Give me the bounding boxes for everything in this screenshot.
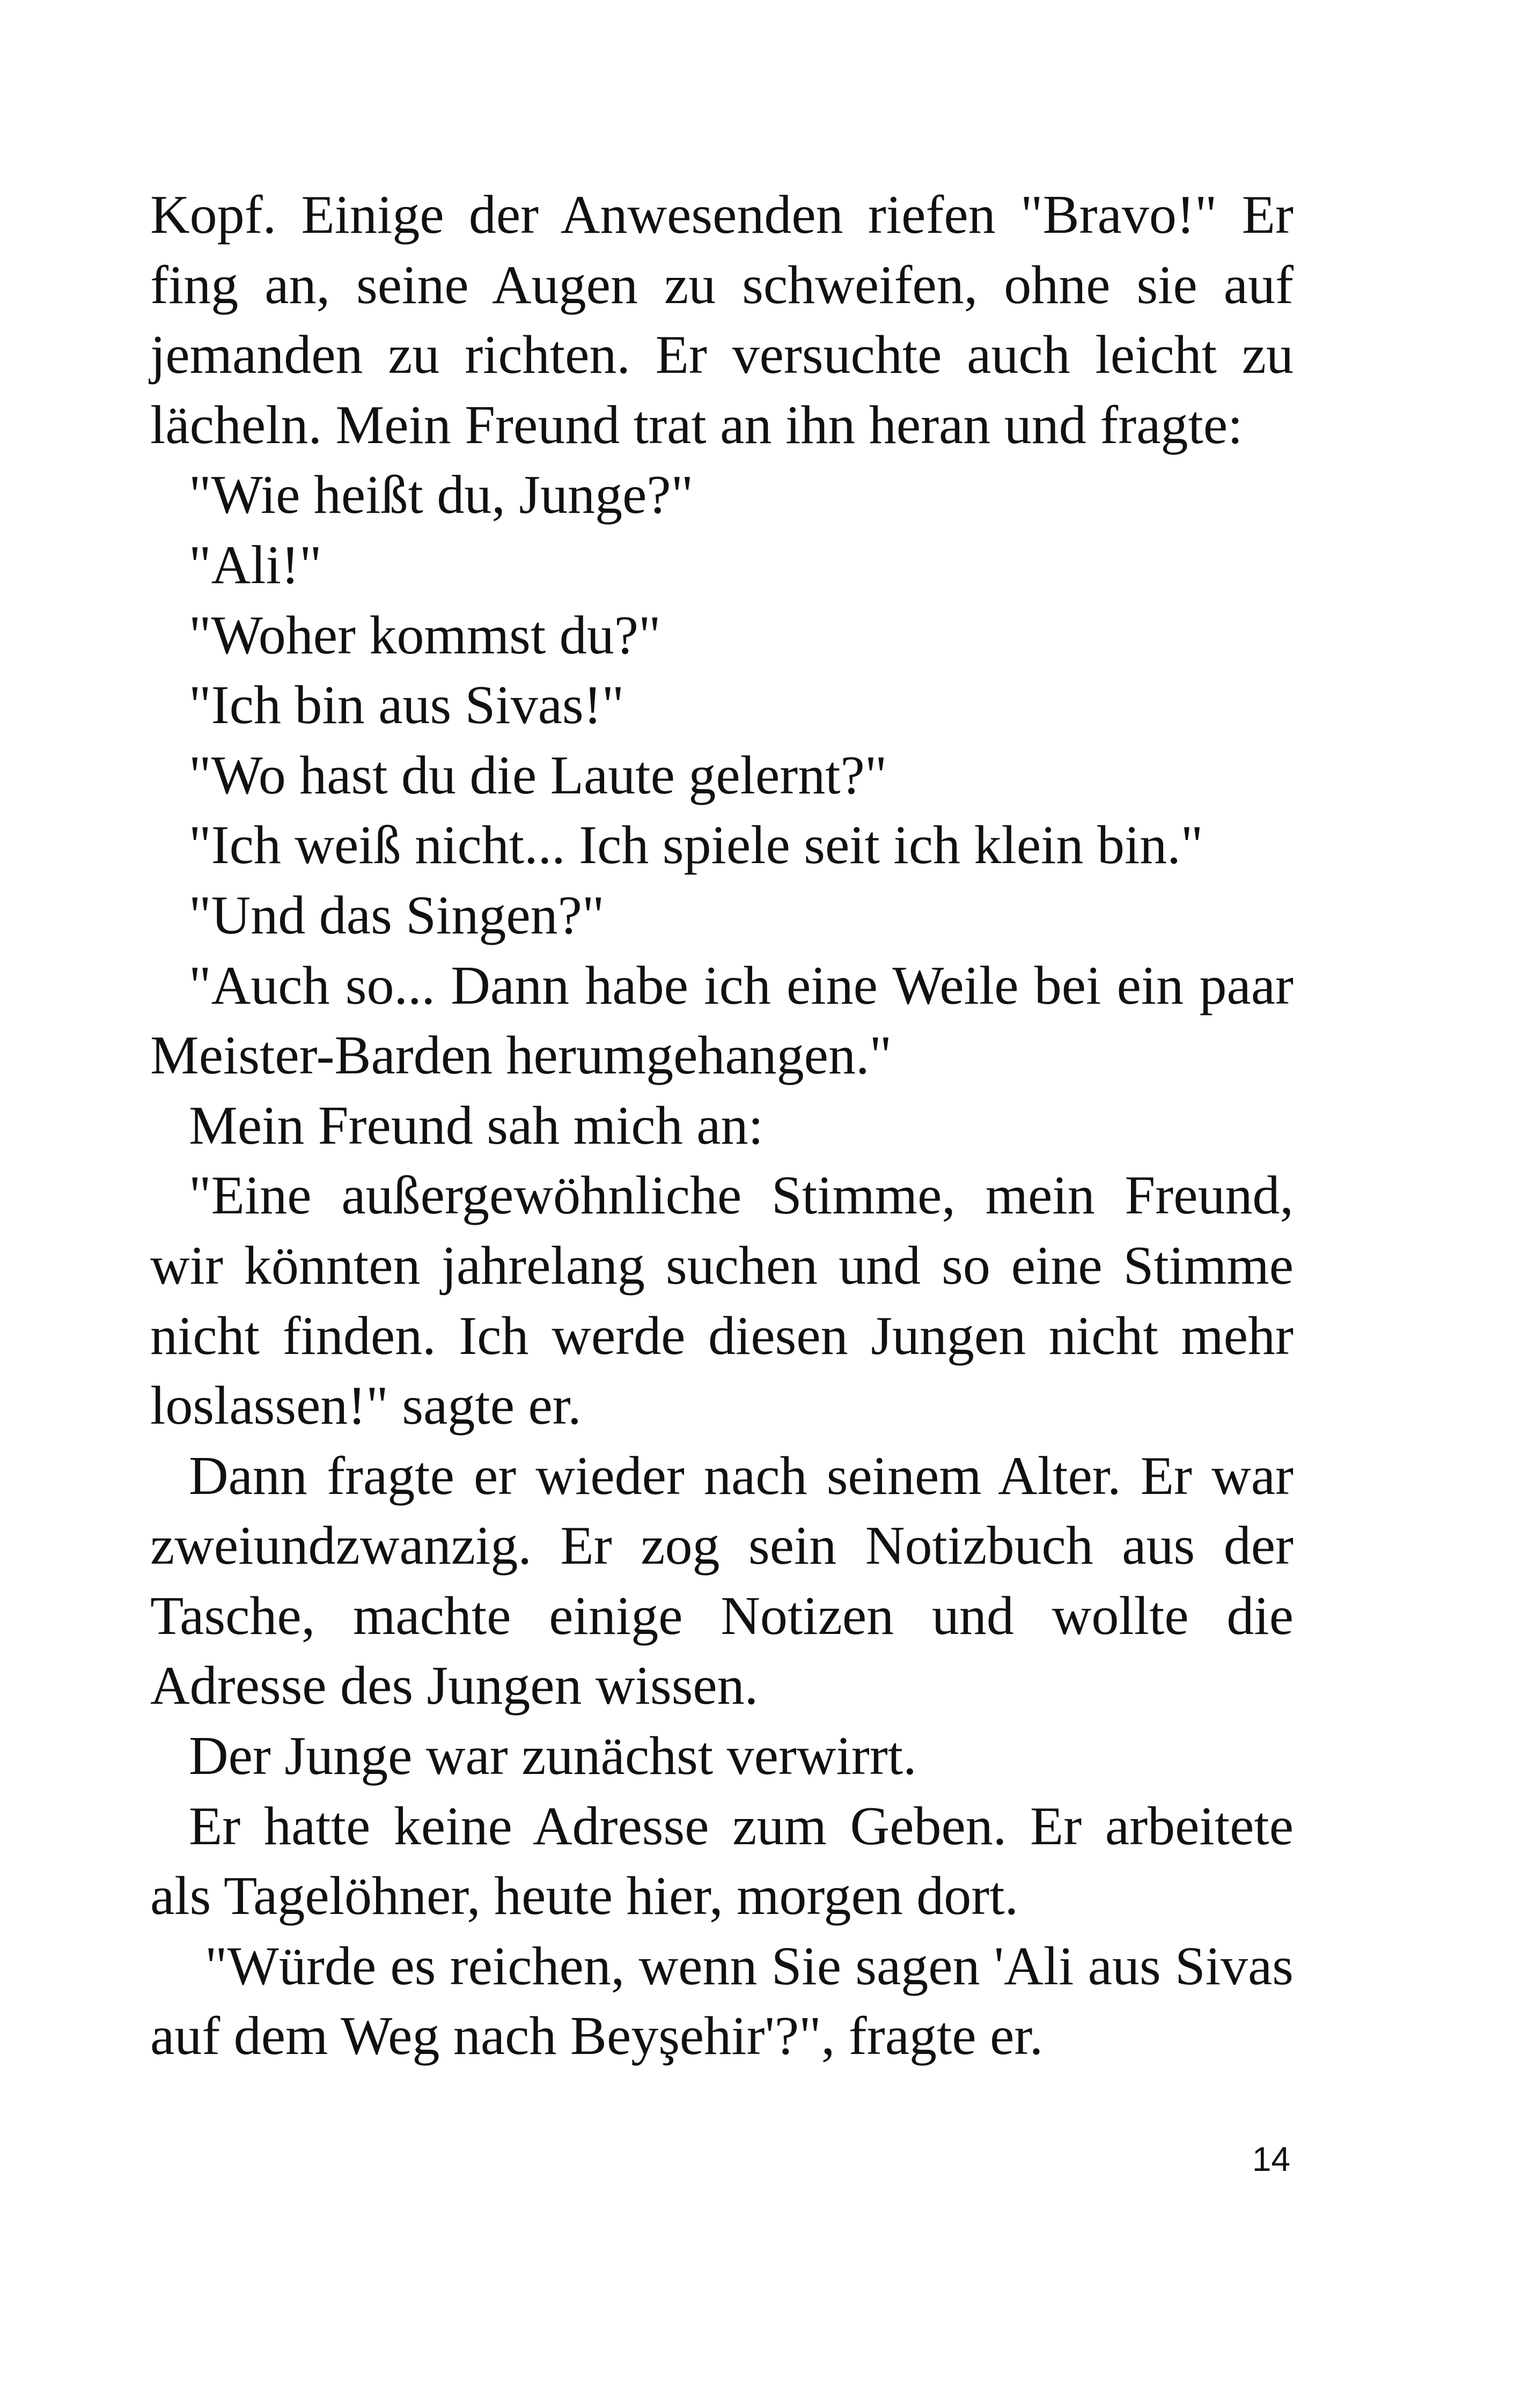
page-number: 14	[1252, 2140, 1290, 2178]
paragraph: "Und das Singen?"	[189, 885, 605, 946]
paragraph: "Ich weiß nicht... Ich spiele seit ich klein bin."	[189, 815, 1203, 876]
paragraph: "Würde es reichen, wenn Sie sagen 'Ali aus Sivas auf dem Weg nach Beyşehir'?", fragte er.	[150, 1935, 1294, 2067]
paragraph: Kopf. Einige der Anwesenden riefen "Bravo!" Er fing an, seine Augen zu schweifen, ohne sie auf jemanden zu richten. Er versuchte auch leicht zu lächeln. Mein Freund trat an ihn heran und fragte:	[150, 185, 1294, 455]
paragraph: "Ich bin aus Sivas!"	[189, 675, 624, 736]
paragraph: "Wie heißt du, Junge?"	[189, 465, 694, 526]
body-text	[150, 180, 1294, 2072]
paragraph: "Eine außergewöhnliche Stimme, mein Freund, wir könnten jahrelang suchen und so eine Stimme nicht finden. Ich werde diesen Jungen nicht mehr loslassen!" sagte er.	[150, 1165, 1294, 1437]
paragraph: Der Junge war zunächst verwirrt.	[189, 1726, 917, 1787]
paragraph: Dann fragte er wieder nach seinem Alter. Er war zweiundzwanzig. Er zog sein Notizbuch aus der Tasche, machte einige Notizen und wollte die Adresse des Jungen wissen.	[150, 1445, 1294, 1717]
paragraph: Er hatte keine Adresse zum Geben. Er arbeitete als Tagelöhner, heute hier, morgen dort.	[150, 1795, 1294, 1927]
paragraph: "Ali!"	[189, 534, 322, 595]
paragraph: "Wo hast du die Laute gelernt?"	[189, 745, 887, 806]
paragraph: "Woher kommst du?"	[189, 605, 661, 666]
paragraph: Mein Freund sah mich an:	[189, 1095, 763, 1156]
paragraph: "Auch so... Dann habe ich eine Weile bei ein paar Meister-Barden herumgehangen."	[150, 955, 1294, 1086]
